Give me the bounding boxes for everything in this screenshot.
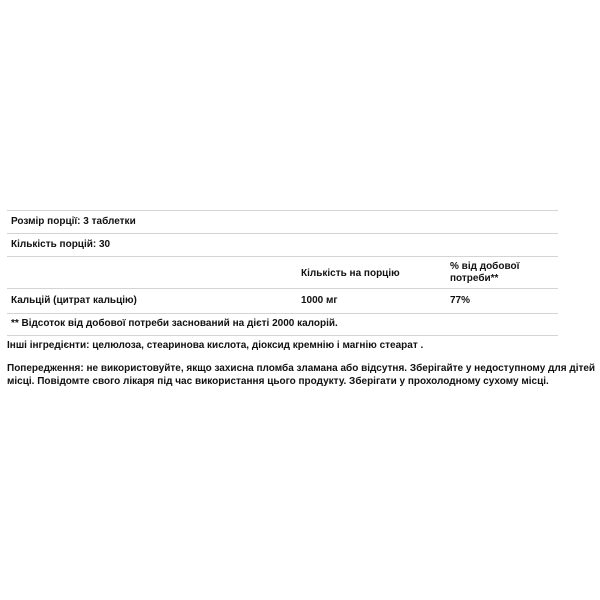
table-row	[7, 289, 558, 314]
warning-text: Попередження: не використовуйте, якщо захисна пломба зламана або відсутня. Зберігайте у недоступному для дітей місці. Повідомте свого лікаря під час використання цього продукту. Зберігати у прохолодному сухому місці.	[7, 363, 596, 387]
serving-size: Розмір порції: 3 таблетки	[11, 216, 136, 227]
servings-per-container: Кількість порцій: 30	[11, 239, 111, 250]
footnote-row	[7, 314, 558, 336]
serving-size-row	[7, 211, 558, 234]
nutrient-amount: 1000 мг	[301, 295, 338, 306]
supplement-facts-table	[7, 210, 558, 336]
amount-per-serving-header: Кількість на порцію	[301, 268, 400, 279]
other-ingredients: Інші інгредієнти: целюлоза, стеаринова кислота, діоксид кремнію і магнію стеарат .	[7, 340, 424, 351]
nutrient-daily-value: 77%	[450, 295, 471, 306]
table-header-row	[7, 257, 558, 289]
servings-per-container-row	[7, 234, 558, 257]
daily-value-header: % від добової потреби**	[450, 261, 520, 284]
nutrient-name: Кальцій (цитрат кальцію)	[11, 295, 137, 306]
daily-value-footnote: ** Відсоток від добової потреби заснований на дієті 2000 калорій.	[11, 318, 338, 329]
